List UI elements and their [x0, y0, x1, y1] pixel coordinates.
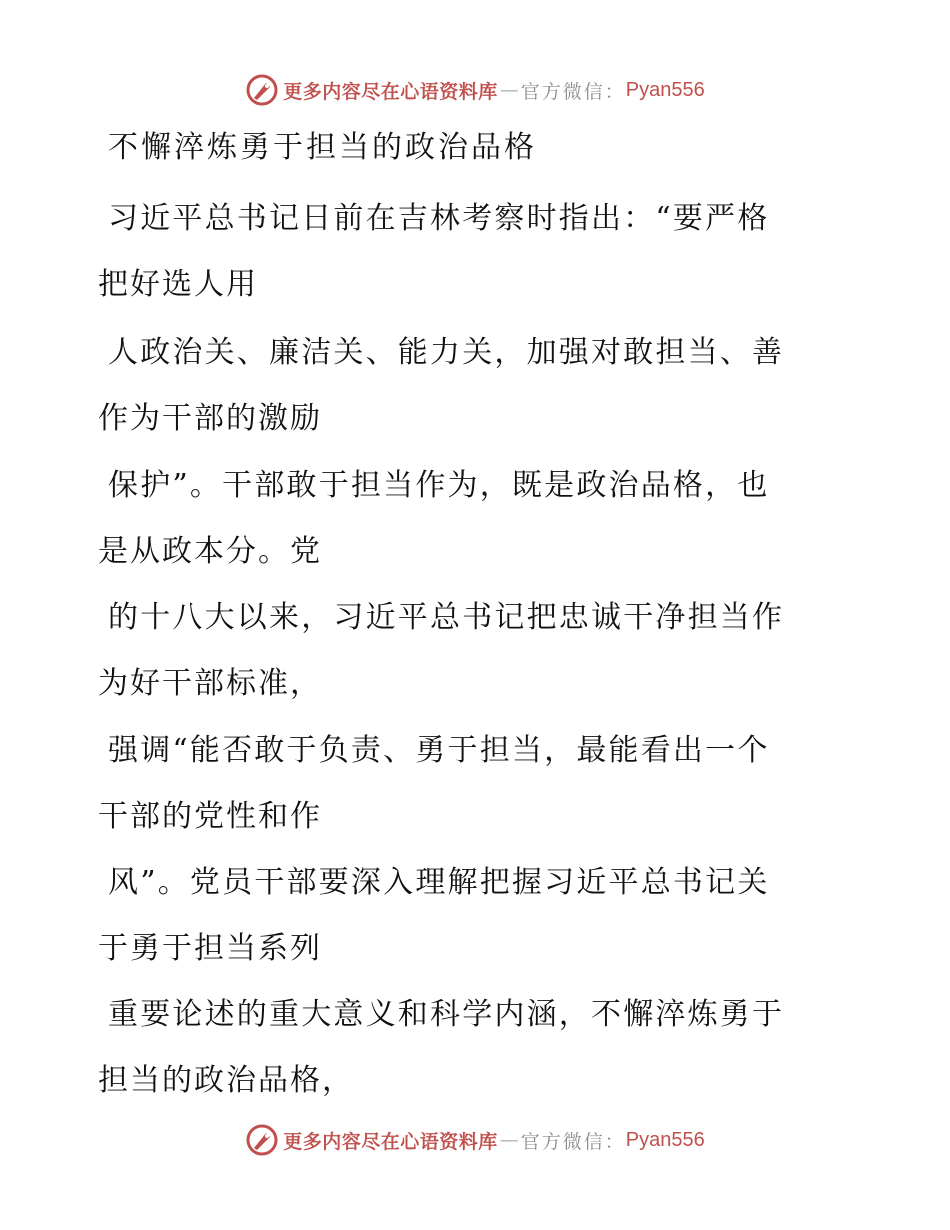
footer-banner [0, 1120, 950, 1160]
paragraph-line: 风”。党员干部要深入理解把握习近平总书记关 [108, 865, 770, 900]
pen-nib-logo-icon [245, 1123, 279, 1157]
paragraph-line: 于勇于担当系列 [98, 931, 322, 966]
header-banner [0, 70, 950, 110]
paragraph-line: 是从政本分。党 [98, 534, 322, 569]
paragraph-line: 人政治关、廉洁关、能力关，加强对敢担当、善 [108, 335, 785, 370]
paragraph-1 [98, 186, 833, 318]
paragraph-line: 作为干部的激励 [98, 401, 322, 436]
paragraph-2 [98, 320, 833, 452]
paragraph-7 [98, 982, 833, 1114]
document-title: 不懈淬炼勇于担当的政治品格 [108, 130, 537, 165]
banner-wechat-id: Pyan556 [625, 1128, 705, 1151]
paragraph-line: 的十八大以来，习近平总书记把忠诚干净担当作 [108, 600, 785, 635]
paragraph-line: 干部的党性和作 [98, 799, 322, 834]
paragraph-line: 保护”。干部敢于担当作为，既是政治品格，也 [108, 468, 770, 503]
banner-wechat-label: 官方微信： [520, 80, 626, 103]
banner-dash: — [499, 79, 519, 101]
paragraph-4 [98, 585, 833, 717]
banner-brand-text: 更多内容尽在心语资料库 [283, 1130, 498, 1153]
paragraph-line: 为好干部标准， [98, 666, 322, 701]
pen-nib-logo-icon [245, 73, 279, 107]
paragraph-line: 担当的政治品格， [98, 1063, 354, 1098]
paragraph-5 [98, 718, 833, 850]
paragraph-line: 重要论述的重大意义和科学内涵，不懈淬炼勇于 [108, 997, 785, 1032]
paragraph-line: 习近平总书记日前在吉林考察时指出：“要严格 [108, 201, 770, 236]
banner-dash: — [499, 1129, 519, 1151]
paragraph-6 [98, 850, 833, 982]
banner-wechat-id: Pyan556 [625, 78, 705, 101]
paragraph-line: 把好选人用 [98, 267, 258, 302]
paragraph-line: 强调“能否敢于负责、勇于担当，最能看出一个 [108, 733, 770, 768]
banner-wechat-label: 官方微信： [520, 1130, 626, 1153]
banner-brand-text: 更多内容尽在心语资料库 [283, 80, 498, 103]
paragraph-3 [98, 453, 833, 585]
